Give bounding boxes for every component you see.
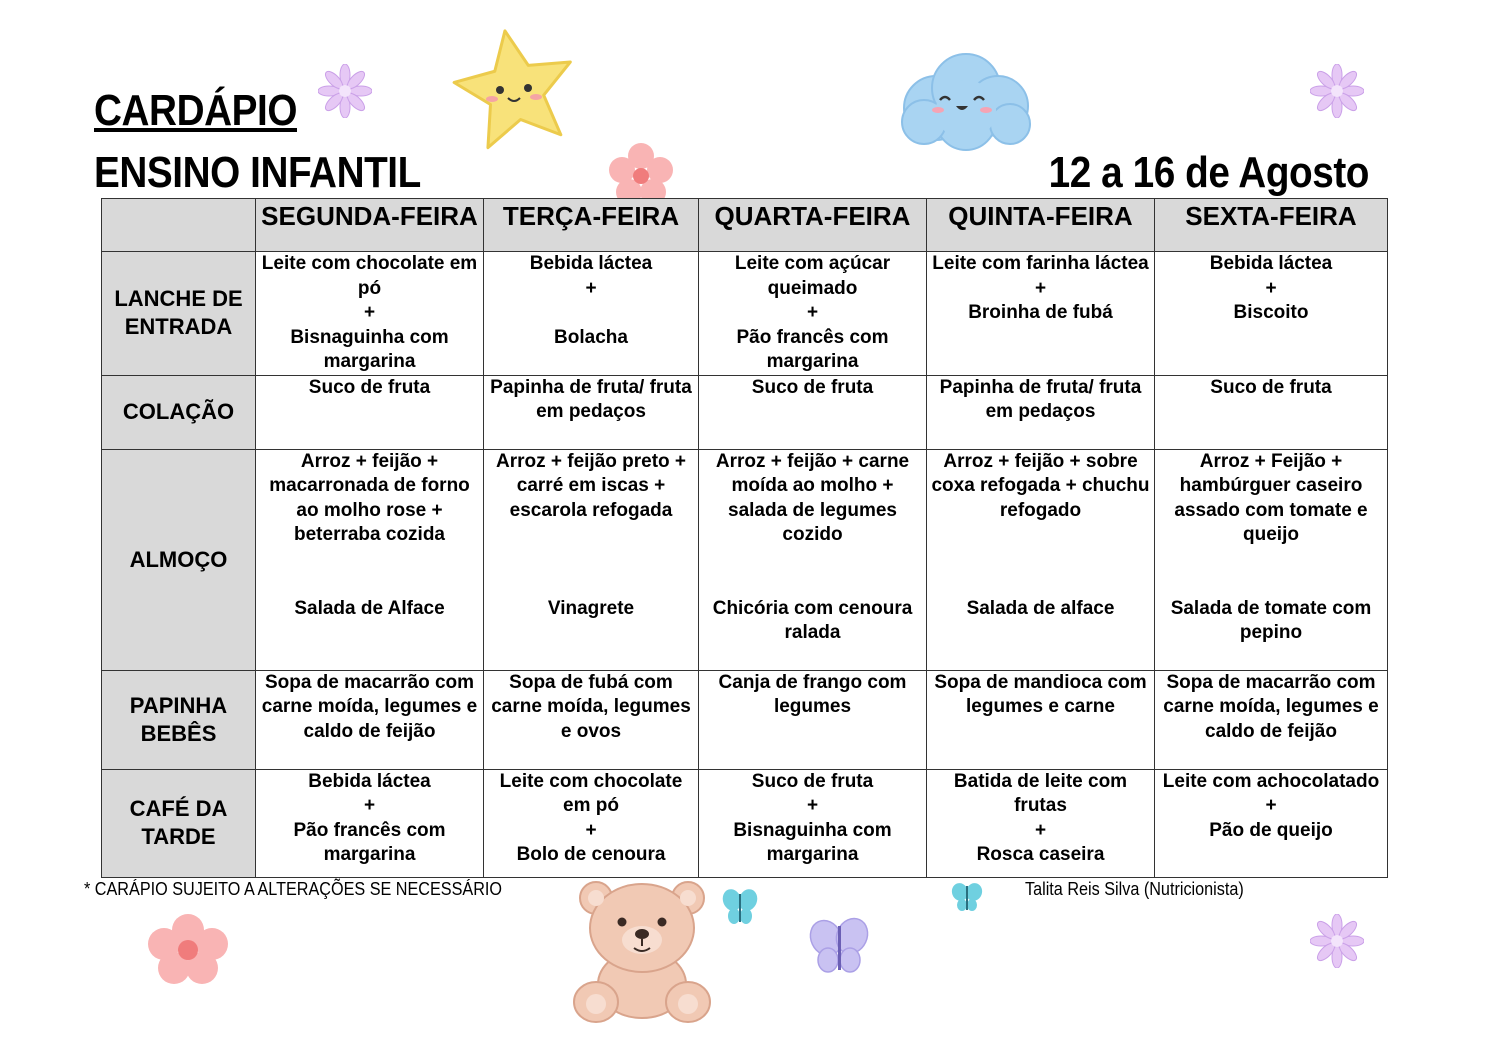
day-header-thursday: QUINTA-FEIRA: [927, 199, 1155, 252]
menu-cell: Leite com chocolate em pó + Bolo de cenoura: [484, 769, 699, 877]
menu-cell: Leite com açúcar queimado + Pão francês com margarina: [699, 252, 927, 376]
menu-cell: Batida de leite com frutas + Rosca caseira: [927, 769, 1155, 877]
meal-label: CAFÉ DA TARDE: [102, 769, 256, 877]
menu-cell: Papinha de fruta/ fruta em pedaços: [927, 375, 1155, 449]
menu-cell: Suco de fruta: [699, 375, 927, 449]
table-row: [102, 769, 1388, 877]
menu-cell: Sopa de macarrão com carne moída, legumes e caldo de feijão: [256, 670, 484, 769]
flower-icon: [146, 912, 230, 986]
table-row: [102, 252, 1388, 376]
menu-cell: Sopa de fubá com carne moída, legumes e ovos: [484, 670, 699, 769]
day-header-friday: SEXTA-FEIRA: [1155, 199, 1388, 252]
menu-cell: Arroz + feijão + macarronada de forno ao molho rose + beterraba cozida Salada de Alface: [256, 449, 484, 670]
menu-cell: Papinha de fruta/ fruta em pedaços: [484, 375, 699, 449]
menu-cell: Sopa de macarrão com carne moída, legumes e caldo de feijão: [1155, 670, 1388, 769]
flower-icon: [1310, 914, 1364, 968]
butterfly-icon: [806, 914, 872, 978]
menu-table: [101, 198, 1388, 878]
menu-cell: Bebida láctea + Pão francês com margarina: [256, 769, 484, 877]
date-range: 12 a 16 de Agosto: [1048, 148, 1369, 197]
meal-label: ALMOÇO: [102, 449, 256, 670]
day-header-monday: SEGUNDA-FEIRA: [256, 199, 484, 252]
menu-cell: Canja de frango com legumes: [699, 670, 927, 769]
butterfly-icon: [950, 880, 984, 914]
nutritionist-signature: Talita Reis Silva (Nutricionista): [1025, 879, 1244, 899]
corner-cell: [102, 199, 256, 252]
table-row: [102, 670, 1388, 769]
menu-cell: Suco de fruta: [1155, 375, 1388, 449]
menu-cell: Leite com chocolate em pó + Bisnaguinha com margarina: [256, 252, 484, 376]
menu-cell: Sopa de mandioca com legumes e carne: [927, 670, 1155, 769]
flower-icon: [318, 64, 372, 118]
menu-cell: Arroz + feijão + sobre coxa refogada + chuchu refogado Salada de alface: [927, 449, 1155, 670]
menu-cell: Bebida láctea + Biscoito: [1155, 252, 1388, 376]
menu-cell: Arroz + feijão preto + carré em iscas + escarola refogada Vinagrete: [484, 449, 699, 670]
table-row: [102, 449, 1388, 670]
day-header-wednesday: QUARTA-FEIRA: [699, 199, 927, 252]
menu-cell: Arroz + feijão + carne moída ao molho + salada de legumes cozido Chicória com cenoura ralada: [699, 449, 927, 670]
table-row: [102, 375, 1388, 449]
cloud-icon: [896, 46, 1034, 152]
menu-cell: Suco de fruta: [256, 375, 484, 449]
meal-label: PAPINHA BEBÊS: [102, 670, 256, 769]
page-title: CARDÁPIO: [94, 86, 298, 135]
page-subtitle: ENSINO INFANTIL: [94, 148, 421, 197]
menu-cell: Leite com achocolatado + Pão de queijo: [1155, 769, 1388, 877]
day-header-tuesday: TERÇA-FEIRA: [484, 199, 699, 252]
butterfly-icon: [720, 886, 760, 928]
menu-cell: Bebida láctea + Bolacha: [484, 252, 699, 376]
days-header-row: [102, 199, 1388, 252]
menu-cell: Suco de fruta + Bisnaguinha com margarina: [699, 769, 927, 877]
meal-label: COLAÇÃO: [102, 375, 256, 449]
menu-cell: Arroz + Feijão + hambúrguer caseiro assado com tomate e queijo Salada de tomate com pepino: [1155, 449, 1388, 670]
meal-label: LANCHE DE ENTRADA: [102, 252, 256, 376]
star-icon: [450, 24, 580, 152]
teddy-bear-icon: [572, 876, 714, 1024]
footer-note: * CARÁPIO SUJEITO A ALTERAÇÕES SE NECESSÁRIO: [84, 879, 503, 899]
menu-cell: Leite com farinha láctea + Broinha de fubá: [927, 252, 1155, 376]
flower-icon: [1310, 64, 1364, 118]
